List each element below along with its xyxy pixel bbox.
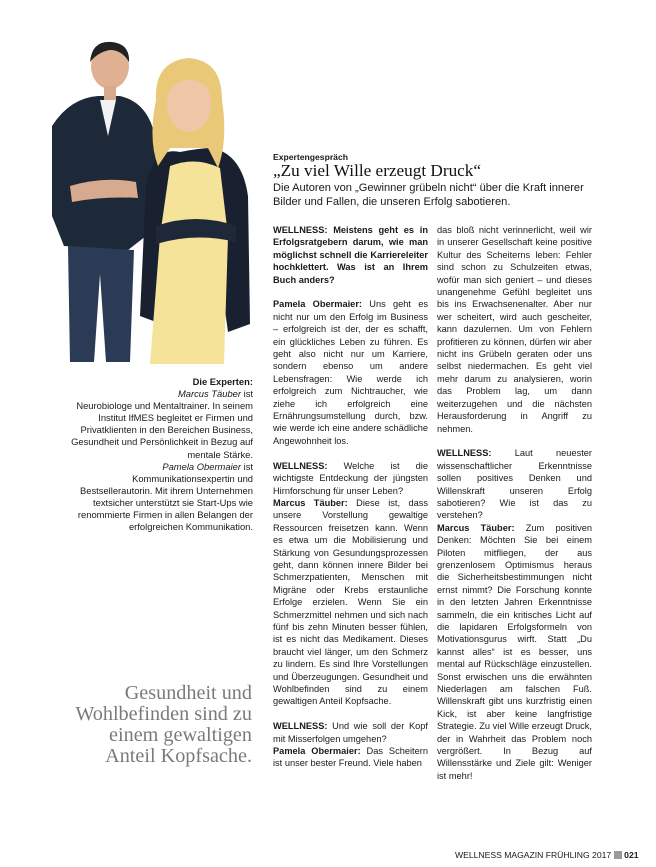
text-column-2 (437, 224, 592, 795)
expert-2-bio: Kommunikationsexpertin und Bestsellerautorin. Mit ihrem Unternehmen textsicher unterstützt sie Start-Ups wie renommierte Firmen in allen Belangen der erfolgreichen Kommunikation. (77, 472, 253, 533)
speaker-label: WELLNESS: (273, 460, 328, 471)
experts-photo (50, 36, 255, 364)
publication-name: WELLNESS MAGAZIN FRÜHLING 2017 (455, 850, 612, 860)
footer-square-icon (614, 851, 622, 859)
paragraph (437, 447, 592, 782)
speaker-label: Pamela Obermaier: (273, 299, 363, 310)
speaker-label: WELLNESS: (437, 448, 492, 459)
expert-1-bio: Neurobiologe und Mentaltrainer. In seinem Institut IfMES begleitet er Firmen und Privatklienten in den Bereichen Business, Gesundheit und Persönlichkeit in Bezug auf mentale Stärke. (71, 400, 253, 460)
expert-1-name: Marcus Täuber (177, 388, 242, 400)
paragraph (273, 224, 428, 286)
article-subtitle: Die Autoren von „Gewinner grübeln nicht“ über die Kraft innerer Bilder und Fallen, die unseren Erfolg sabotieren. (273, 182, 584, 208)
question-text: Und wie soll der Kopf mit Misserfolgen umgehen? (273, 721, 428, 744)
article-title: „Zu viel Wille erzeugt Druck“ (273, 161, 482, 180)
expert-1 (60, 388, 253, 461)
answer-text: Das Scheitern ist unser bester Freund. Viele haben (273, 746, 428, 769)
question-text: Laut neuester wissenschaftlicher Erkenntnisse sollen positives Denken und Willenskraft unseren Erfolg sabotieren? Wie ist das zu verstehen? (437, 448, 592, 521)
speaker-label: Pamela Obermaier: (273, 746, 361, 757)
article-kicker: Expertengespräch (273, 152, 348, 162)
answer-text: Zum positiven Denken: Möchten Sie bei einem Piloten mitfliegen, der aus grenzenlosem Optimismus heraus die Sicherheitsbestimmungen nicht ernst nimmt? Die Forschung konnte in den letzten Jahren Erkenntnisse sammeln, die ein kritisches Licht auf die lapidaren Erfolgsformeln von Motivationsgurus wirft. Statt „Du kannst alles“ ist es besser, uns mental auf Rückschläge einzustellen. Sonst erwischen uns die erwähnten Niederlagen am falschen Fuß. Willenskraft gibt uns kurzfristig einen Kick, ist aber keine langfristige Strategie. Zu viel Wille erzeugt Druck, der in Wahrheit das Problem noch vergrößert. In Bezug auf Willensstärke und Ziele gilt: Weniger ist mehr! (437, 522, 592, 781)
speaker-label: WELLNESS: (273, 721, 328, 732)
paragraph (273, 720, 428, 770)
expert-1-is: ist (241, 388, 253, 400)
speaker-label: WELLNESS: (273, 225, 328, 235)
text-column-1 (273, 224, 428, 782)
experts-heading: Die Experten: (192, 376, 253, 387)
pull-quote: Gesundheit und Wohlbefinden sind zu einem gewaltigen Anteil Kopfsache. (75, 682, 252, 767)
answer-text: das bloß nicht verinnerlicht, weil wir in unserer Gesellschaft keine positive Kultur des Scheiterns leben: Fehler sind schon zu Schulzeiten etwas, wofür man sich geniert – und dieses unangenehme Gefühl begleitet uns bis ins Erwachsenenalter. Aber nur wer scheitert, wird auch gescheiter, kann dazulernen. Um von Fehlern profitieren zu können, dürfen wir aber nicht ins Grübeln geraten oder uns selbst niedermachen. Es geht viel mehr darum zu analysieren, worin das Problem lag, um dann weiterzugehen und die nächsten Herausforderung in Angriff zu nehmen. (437, 225, 592, 434)
question-text: Meistens geht es in Erfolgsratgebern darum, wie man möglichst schnell die Karriereleiter hochklettert. Was ist an Ihrem Buch anders? (273, 225, 428, 285)
paragraph (273, 460, 428, 708)
paragraph (437, 224, 592, 435)
page-footer (455, 850, 639, 860)
answer-text: Uns geht es nicht nur um den Erfolg im Business – erfolgreich ist der, der es schafft, ein glückliches Leben zu führen. Es geht also nicht nur um Karriere, sondern ebenso um andere Lebensfragen: Wie werde ich erfolgreich zum Nichtraucher, wie ziehe ich erfolgreich eine Ernährungsumstellung durch, bzw. wie werde ich eine andere schädliche Angewohnheit los. (273, 299, 428, 446)
paragraph (273, 298, 428, 447)
expert-2-name: Pamela Obermaier (162, 460, 242, 472)
answer-text: Diese ist, dass unsere Vorstellung gewaltige Ressourcen freisetzen kann. Wenn es etwa um die Mobilisierung und Stärkung von Gesundungsprozessen geht, dann können innere Bilder bei Schmerzpatienten, Menschen mit Migräne oder Krebs erstaunliche Erfolge erzielen. Wenn Sie ein Schmerzmittel nehmen und sich nach fünf bis zehn Minuten besser fühlen, ist es nicht das Medikament. Dieses braucht viel länger, um den Schmerz zu lindern. Es sind Ihre Vorstellungen und Überzeugungen. Gesundheit und Wohlbefinden sind zu einem gewaltigen Anteil Kopfsache. (273, 497, 428, 707)
question-text: Welche ist die wichtigste Entdeckung der jüngsten Hirnforschung für unser Leben? (273, 460, 428, 496)
speaker-label: Marcus Täuber: (437, 522, 515, 533)
speaker-label: Marcus Täuber: (273, 497, 348, 508)
expert-2-is: ist (241, 460, 253, 472)
page-number: 021 (624, 850, 639, 860)
expert-2 (60, 461, 253, 534)
experts-box (60, 376, 253, 533)
woman-figure (140, 58, 250, 364)
